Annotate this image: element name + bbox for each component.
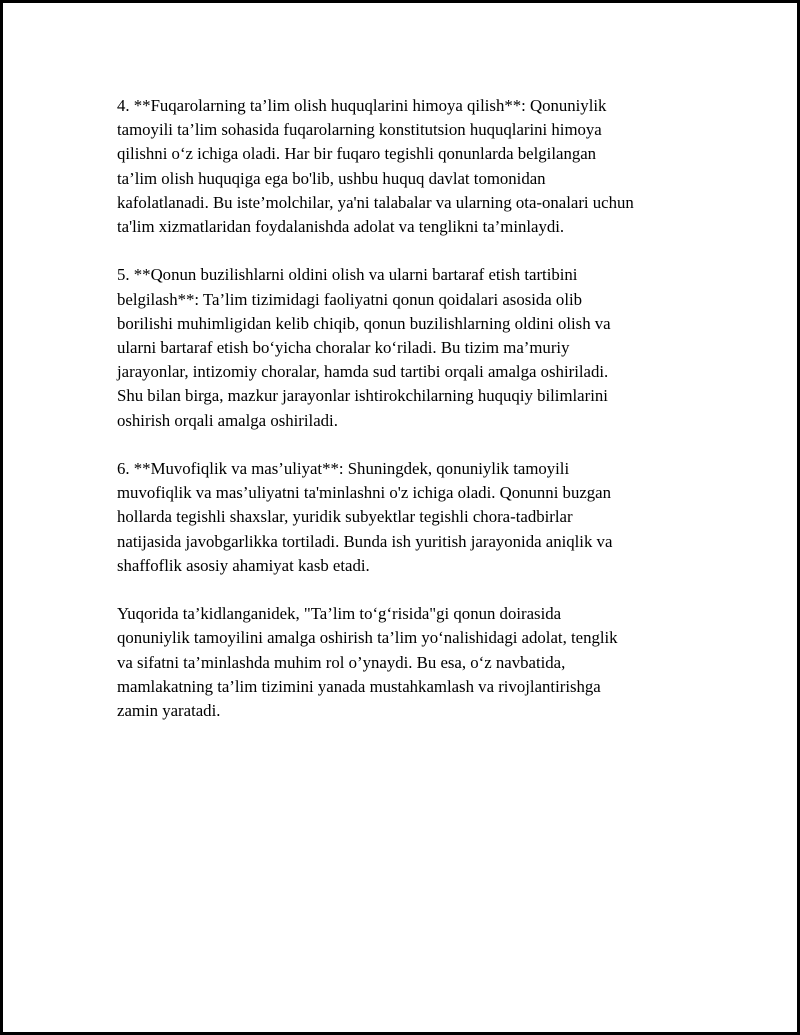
text-line: qonuniylik tamoyilini amalga oshirish ta’lim yo‘nalishidagi adolat, tenglik xyxy=(117,628,618,648)
paragraph-conclusion xyxy=(117,602,697,723)
text-line: muvofiqlik va mas’uliyatni ta'minlashni o'z ichiga oladi. Qonunni buzgan xyxy=(117,483,612,503)
text-line: qilishni o‘z ichiga oladi. Har bir fuqaro tegishli qonunlarda belgilangan xyxy=(117,144,597,164)
paragraph-4-education-rights xyxy=(117,94,697,239)
text-line: Yuqorida ta’kidlanganidek, "Ta’lim to‘g‘risida"gi qonun doirasida xyxy=(117,604,562,624)
text-line: natijasida javobgarlikka tortiladi. Bunda ish yuritish jarayonida aniqlik va xyxy=(117,531,613,551)
text-line: belgilash**: Ta’lim tizimidagi faoliyatni qonun qoidalari asosida olib xyxy=(117,289,583,309)
text-line: ularni bartaraf etish bo‘yicha choralar ko‘riladi. Bu tizim ma’muriy xyxy=(117,338,570,358)
text-line: jarayonlar, intizomiy choralar, hamda sud tartibi orqali amalga oshiriladi. xyxy=(117,362,609,382)
text-line: hollarda tegishli shaxslar, yuridik subyektlar tegishli chora-tadbirlar xyxy=(117,507,573,527)
document-body xyxy=(117,94,697,747)
paragraph-6-compliance-responsibility xyxy=(117,457,697,578)
text-line: kafolatlanadi. Bu iste’molchilar, ya'ni talabalar va ularning ota-onalari uchun xyxy=(117,192,634,212)
text-line: 4. **Fuqarolarning ta’lim olish huquqlarini himoya qilish**: Qonuniylik xyxy=(117,96,607,115)
text-line: zamin yaratadi. xyxy=(117,701,221,721)
text-line: va sifatni ta’minlashda muhim rol o’ynaydi. Bu esa, o‘z navbatida, xyxy=(117,652,566,672)
text-line: shaffoflik asosiy ahamiyat kasb etadi. xyxy=(117,555,370,575)
text-line: ta’lim olish huquqiga ega bo'lib, ushbu huquq davlat tomonidan xyxy=(117,168,546,188)
text-line: borilishi muhimligidan kelib chiqib, qonun buzilishlarning oldini olish va xyxy=(117,313,611,333)
text-line: oshirish orqali amalga oshiriladi. xyxy=(117,410,338,430)
text-line: 6. **Muvofiqlik va mas’uliyat**: Shuningdek, qonuniylik tamoyili xyxy=(117,459,570,479)
text-line: mamlakatning ta’lim tizimini yanada mustahkamlash va rivojlantirishga xyxy=(117,676,601,696)
text-line: tamoyili ta’lim sohasida fuqarolarning konstitutsion huquqlarini himoya xyxy=(117,120,602,140)
paragraph-5-law-violations xyxy=(117,263,697,432)
text-line: ta'lim xizmatlaridan foydalanishda adolat va tenglikni ta’minlaydi. xyxy=(117,217,565,237)
text-line: Shu bilan birga, mazkur jarayonlar ishtirokchilarning huquqiy bilimlarini xyxy=(117,386,608,406)
text-line: 5. **Qonun buzilishlarni oldini olish va ularni bartaraf etish tartibini xyxy=(117,265,578,285)
